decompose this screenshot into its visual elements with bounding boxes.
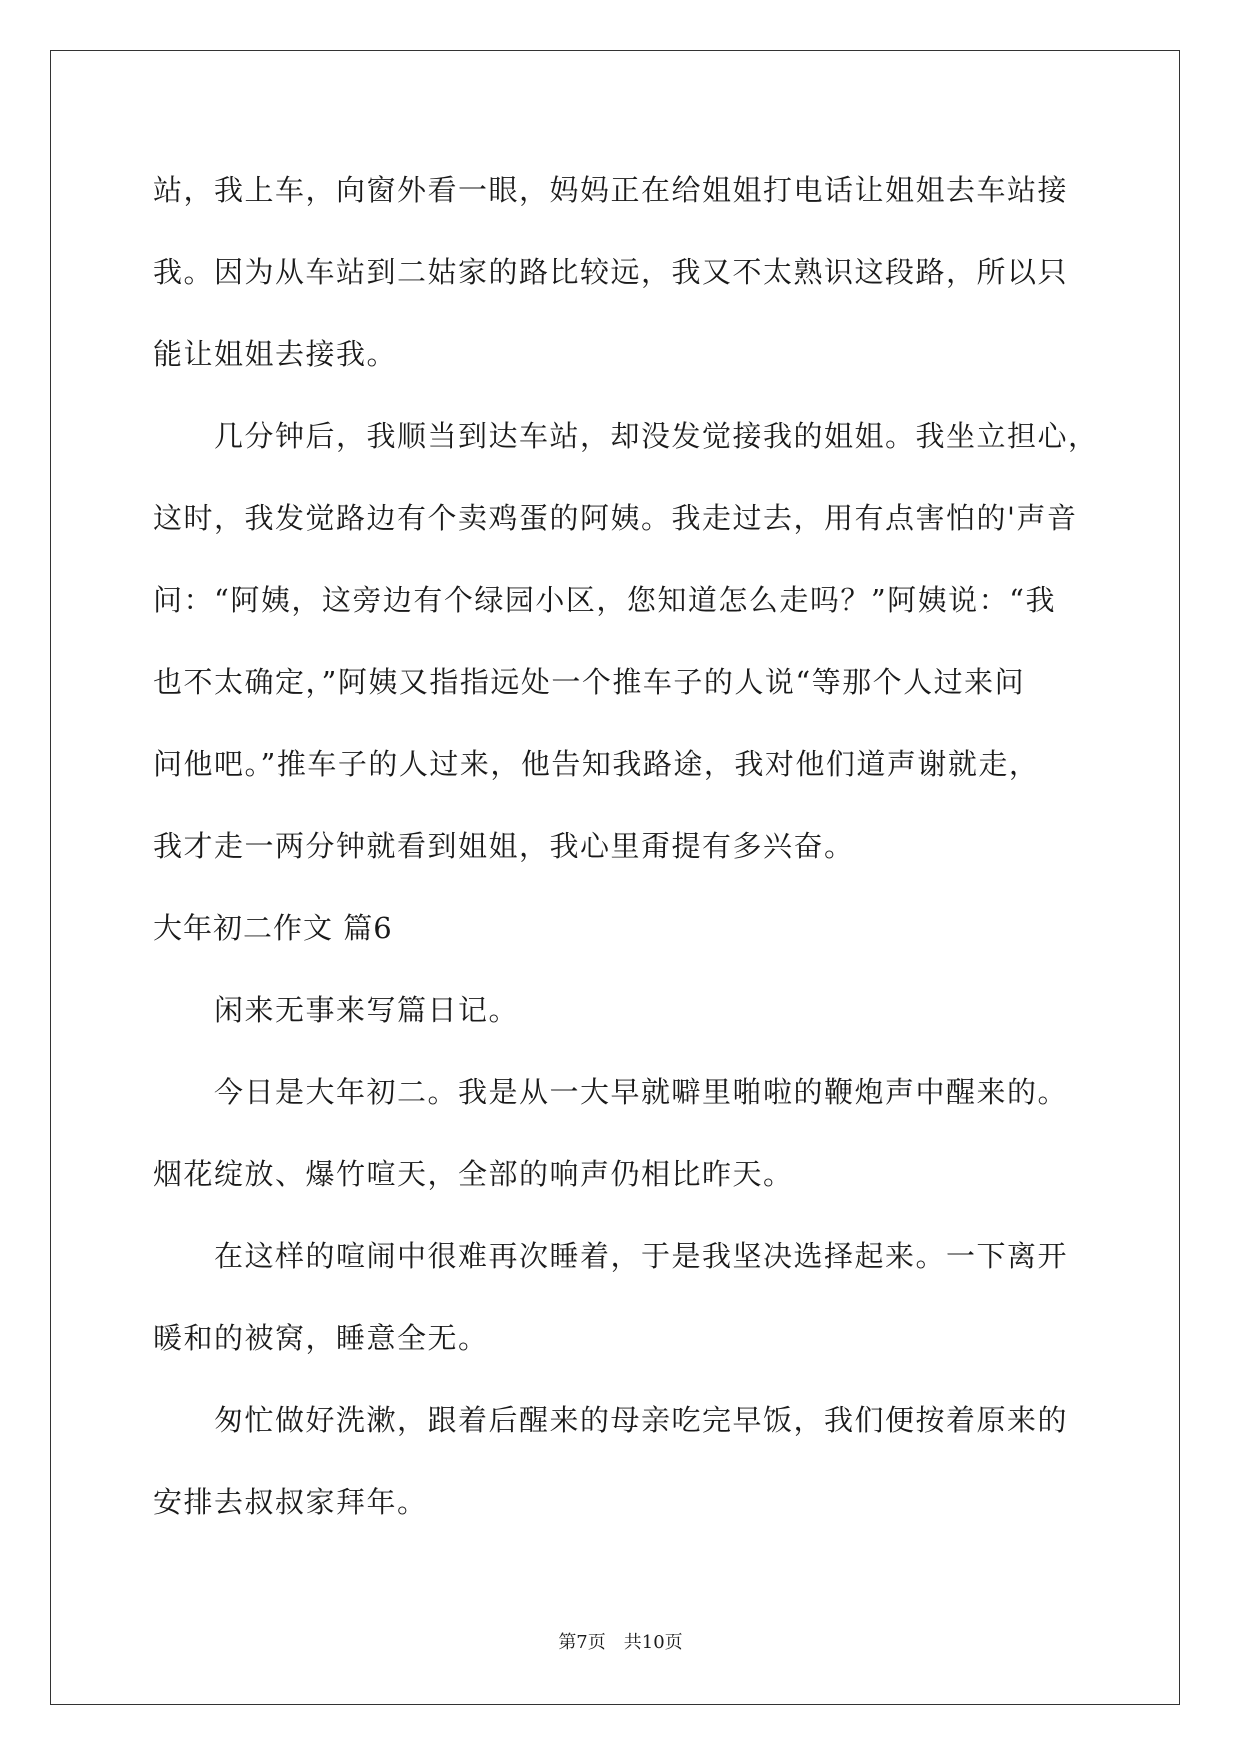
text-line: 烟花绽放、爆竹喧天，全部的响声仍相比昨天。 [153, 1157, 794, 1191]
text-line: 在这样的喧闹中很难再次睡着，于是我坚决选择起来。一下离开 [153, 1239, 1069, 1273]
page-footer: 第7页 共10页 [558, 1632, 683, 1653]
text-line: 几分钟后，我顺当到达车站，却没发觉接我的姐姐。我坐立担心， [153, 419, 1099, 453]
text-line: 我。因为从车站到二姑家的路比较远，我又不太熟识这段路，所以只 [153, 255, 1069, 289]
document-body [153, 160, 1099, 1554]
section-heading: 大年初二作文 篇6 [153, 911, 393, 945]
text-line: 闲来无事来写篇日记。 [153, 993, 520, 1027]
text-line: 我才走一两分钟就看到姐姐，我心里甭提有多兴奋。 [153, 829, 855, 863]
text-line: 能让姐姐去接我。 [153, 337, 398, 371]
text-line: 今日是大年初二。我是从一大早就噼里啪啦的鞭炮声中醒来的。 [153, 1075, 1069, 1109]
text-line: 问：“阿姨，这旁边有个绿园小区，您知道怎么走吗？”阿姨说：“我 [153, 583, 1056, 617]
text-line: 这时，我发觉路边有个卖鸡蛋的阿姨。我走过去，用有点害怕的'声音 [153, 501, 1078, 535]
text-line: 也不太确定，”阿姨又指指远处一个推车子的人说“等那个人过来问 [153, 665, 1026, 699]
text-line: 匆忙做好洗漱，跟着后醒来的母亲吃完早饭，我们便按着原来的 [153, 1403, 1069, 1437]
text-line: 暖和的被窝，睡意全无。 [153, 1321, 489, 1355]
text-line: 问他吧。”推车子的人过来，他告知我路途，我对他们道声谢就走， [153, 747, 1040, 781]
text-line: 安排去叔叔家拜年。 [153, 1485, 428, 1519]
text-line: 站，我上车，向窗外看一眼，妈妈正在给姐姐打电话让姐姐去车站接 [153, 173, 1069, 207]
